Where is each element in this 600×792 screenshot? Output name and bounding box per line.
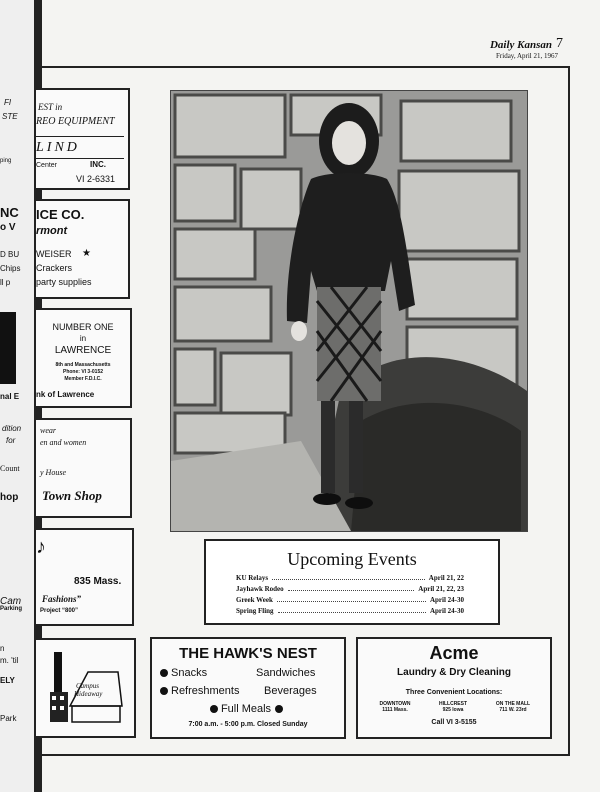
- publication-name: Daily Kansan: [489, 39, 552, 51]
- strip-fragment: NC: [0, 205, 19, 220]
- strip-fragment: Chips: [0, 264, 21, 273]
- feature-photograph: [170, 90, 528, 532]
- bullet-icon: [275, 705, 283, 713]
- ice-company-ad: ICE CO. rmont WEISER ★ Crackers party supplies: [36, 199, 130, 299]
- menu-item: Beverages: [264, 685, 317, 697]
- strip-fragment: FI: [4, 98, 12, 107]
- strip-fragment: dition: [2, 424, 22, 433]
- event-date: April 21, 22: [428, 574, 464, 582]
- event-date: April 24-30: [429, 607, 464, 615]
- issue-date: Friday, April 21, 1967: [496, 52, 558, 60]
- event-date: April 24-30: [429, 596, 464, 604]
- star-icon: ★: [82, 248, 91, 259]
- event-date: April 21, 22, 23: [418, 585, 464, 593]
- acme-phone: Call VI 3-5155: [431, 719, 477, 726]
- menu-item: Refreshments: [160, 685, 239, 697]
- menu-item: Full Meals: [152, 703, 344, 715]
- strip-fragment: Parking: [0, 606, 23, 612]
- hawks-nest-ad: [150, 637, 346, 739]
- hours-text: 7:00 a.m. - 5:00 p.m. Closed Sunday: [188, 721, 308, 728]
- bullet-icon: [160, 687, 168, 695]
- strip-fragment: STE: [2, 112, 18, 121]
- event-row: [236, 571, 464, 582]
- event-name: KU Relays: [236, 574, 269, 582]
- strip-fragment: hop: [0, 492, 19, 503]
- event-row: [236, 604, 464, 615]
- upcoming-events-box: [204, 539, 500, 625]
- strip-fragment: ELY: [0, 676, 15, 685]
- town-shop-ad: wear en and women y House Town Shop: [36, 418, 132, 518]
- strip-fragment: n: [0, 644, 5, 653]
- acme-subtitle: Laundry & Dry Cleaning: [397, 667, 511, 678]
- page-number: 7: [556, 36, 563, 51]
- location-item: ON THE MALL 711 W. 23rd: [495, 701, 531, 713]
- strip-fragment: nal E: [0, 392, 20, 401]
- location-item: HILLCREST 925 Iowa: [438, 701, 468, 713]
- strip-fragment: ll p: [0, 278, 11, 287]
- menu-item: Snacks: [160, 667, 207, 679]
- script-logo-icon: ♪: [36, 536, 46, 558]
- strip-fragment: m. 'til: [0, 656, 19, 665]
- hawks-nest-title: THE HAWK'S NEST: [179, 645, 317, 662]
- event-row: [236, 593, 464, 604]
- strip-fragment: Park: [0, 714, 17, 723]
- acme-laundry-ad: [356, 637, 552, 739]
- bank-of-lawrence-ad: NUMBER ONE in LAWRENCE 8th and Massachusetts Phone: VI 3-0152 Member F.D.I.C. nk of Lawrence: [36, 308, 132, 408]
- strip-fragment: D BU: [0, 250, 20, 259]
- event-row: [236, 582, 464, 593]
- strip-fragment: for: [6, 436, 16, 445]
- campus-hideaway-ad: Campus Hideaway: [36, 638, 136, 738]
- strip-fragment: Count: [0, 464, 20, 473]
- strip-fragment: Cam: [0, 596, 22, 607]
- shoppe-ad: ♪ 835 Mass. Fashions” Project “800”: [36, 528, 134, 626]
- menu-item: Sandwiches: [256, 667, 316, 679]
- event-name: Greek Week: [236, 596, 273, 604]
- acme-title: Acme: [429, 643, 479, 663]
- events-title: Upcoming Events: [287, 549, 417, 569]
- locations-label: Three Convenient Locations:: [405, 689, 503, 696]
- strip-fragment: o V: [0, 222, 16, 233]
- bullet-icon: [210, 705, 218, 713]
- event-name: Spring Fling: [236, 607, 274, 615]
- strip-fragment: ping: [0, 158, 12, 164]
- strip-dark-graphic: [0, 312, 16, 384]
- bullet-icon: [160, 669, 168, 677]
- stereo-equipment-ad: EST in REO EQUIPMENT LIND Center INC. VI 2-6331: [36, 88, 130, 190]
- previous-page-strip: [0, 0, 35, 792]
- event-name: Jayhawk Rodeo: [236, 585, 284, 593]
- location-item: DOWNTOWN 1111 Mass.: [379, 701, 411, 713]
